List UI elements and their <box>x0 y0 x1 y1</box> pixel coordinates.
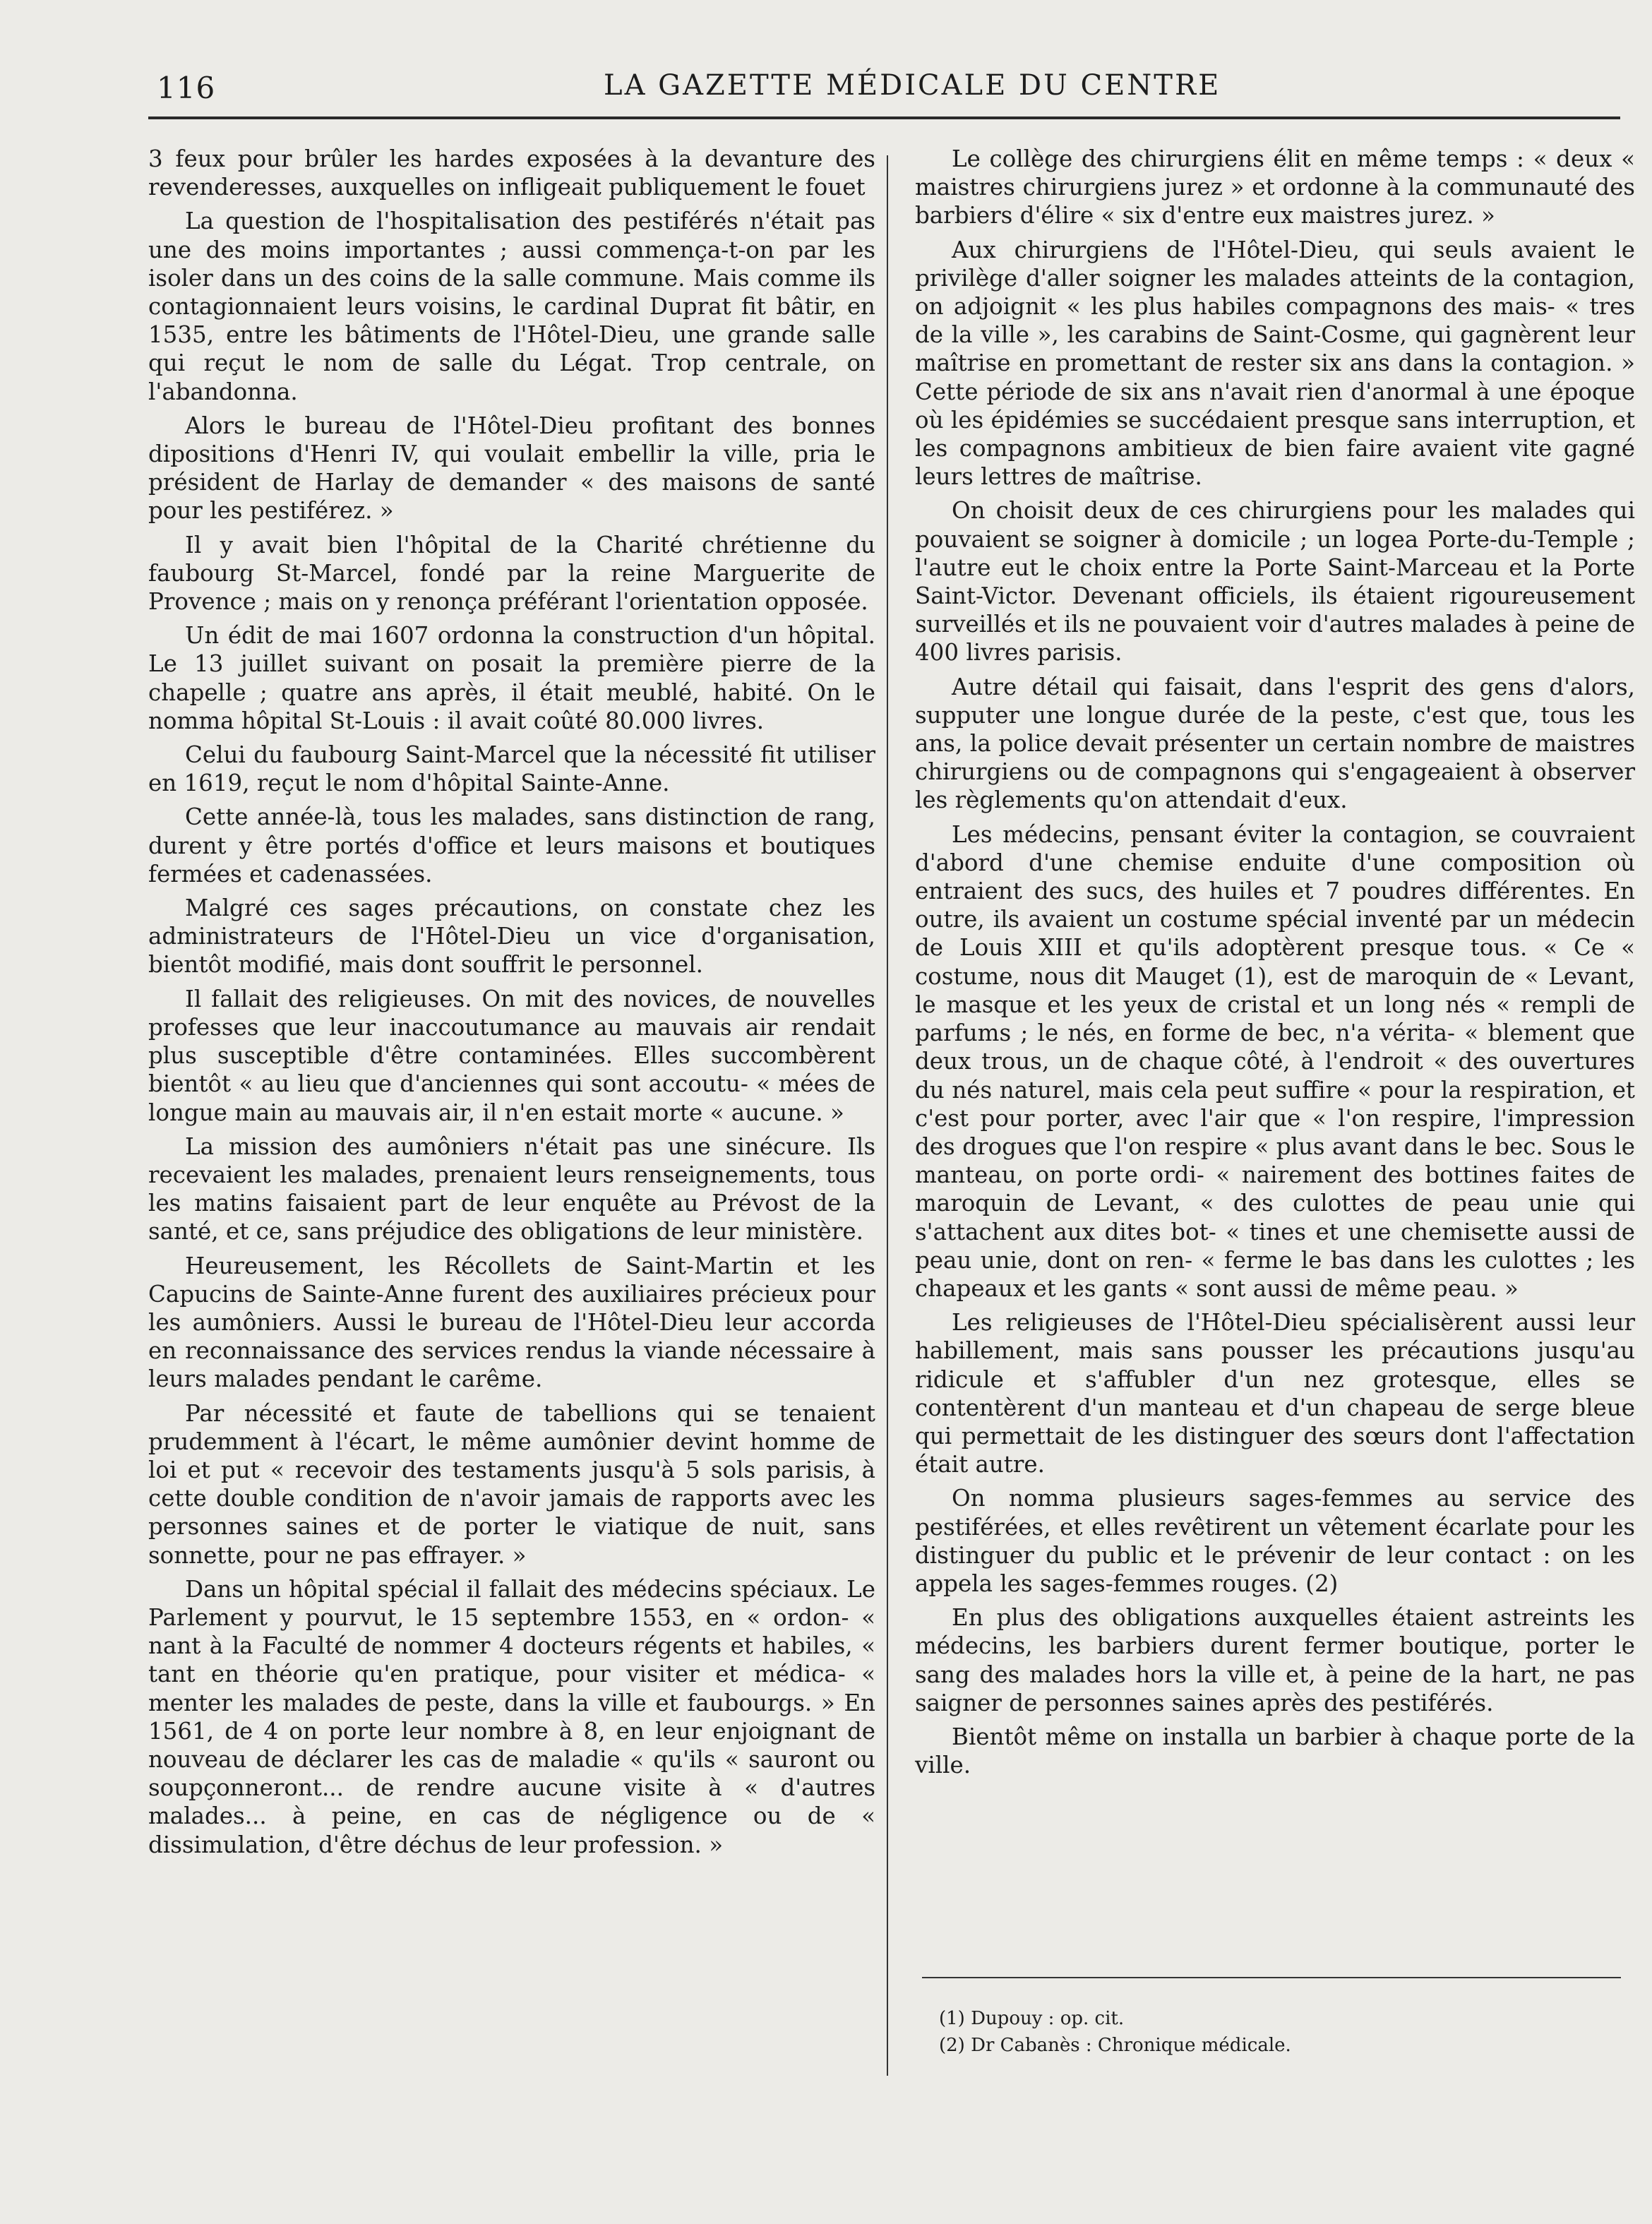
paragraph: Le collège des chirurgiens élit en même temps : « deux « maistres chirurgiens jurez » et ordonne à la communauté des barbiers d'élire « six d'entre eux maistres jurez. » <box>915 145 1635 229</box>
header-rule <box>148 116 1620 119</box>
paragraph: Malgré ces sages précautions, on constate chez les administrateurs de l'Hôtel-Dieu un vice d'organisation, bientôt modifié, mais dont souffrit le personnel. <box>148 895 875 979</box>
paragraph: La mission des aumôniers n'était pas une sinécure. Ils recevaient les malades, prenaient leurs renseignements, tous les matins faisaient part de leur enquête au Prévost de la santé, et ce, sans préjudice des obligations de leur ministère. <box>148 1132 875 1245</box>
paragraph: Un édit de mai 1607 ordonna la construction d'un hôpital. Le 13 juillet suivant on posait la première pierre de la chapelle ; quatre ans après, il était meublé, habité. On le nomma hôpital St-Louis : il avait coûté 80.000 livres. <box>148 622 875 734</box>
page-number: 116 <box>157 71 216 105</box>
paragraph: Cette année-là, tous les malades, sans distinction de rang, durent y être portés d'office et leurs maisons et boutiques fermées et cadenassées. <box>148 803 875 887</box>
footnote: (2) Dr Cabanès : Chronique médicale. <box>939 2035 1291 2056</box>
paragraph: Les religieuses de l'Hôtel-Dieu spécialisèrent aussi leur habillement, mais sans pousser les précautions jusqu'au ridicule et s'affubler d'un nez grotesque, elles se contentèrent d'un manteau et d'un chapeau de serge bleue qui permettait de les distinguer des sœurs dont l'affectation était autre. <box>915 1309 1635 1478</box>
paragraph: Il y avait bien l'hôpital de la Charité chrétienne du faubourg St-Marcel, fondé par la reine Marguerite de Provence ; mais on y renonça préférant l'orientation opposée. <box>148 531 875 616</box>
paragraph: Bientôt même on installa un barbier à chaque porte de la ville. <box>915 1723 1635 1779</box>
paragraph: Par nécessité et faute de tabellions qui se tenaient prudemment à l'écart, le même aumônier devint homme de loi et put « recevoir des testaments jusqu'à 5 sols parisis, à cette double condition de n'avoir jamais de rapports avec les personnes saines et de porter le viatique de nuit, sans sonnette, pour ne pas effrayer. » <box>148 1399 875 1569</box>
paragraph: On nomma plusieurs sages-femmes au service des pestiférées, et elles revêtirent un vêtement écarlate pour les distinguer du public et le prévenir de leur contact : on les appela les sages-femmes rouges. (2) <box>915 1485 1635 1597</box>
footnote-rule <box>922 1977 1621 1978</box>
paragraph: On choisit deux de ces chirurgiens pour les malades qui pouvaient se soigner à domicile ; un logea Porte-du-Temple ; l'autre eut le choix entre la Porte Saint-Marceau et la Porte Saint-Victor. Devenant officiels, ils étaient rigoureusement surveillés et ils ne pouvaient voir d'autres malades à peine de 400 livres parisis. <box>915 497 1635 666</box>
paragraph: Heureusement, les Récollets de Saint-Martin et les Capucins de Sainte-Anne furent des auxiliaires précieux pour les aumôniers. Aussi le bureau de l'Hôtel-Dieu leur accorda en reconnaissance des services rendus la viande nécessaire à leurs malades pendant le carême. <box>148 1252 875 1393</box>
footnotes <box>939 2005 1617 2059</box>
left-column <box>148 145 875 1865</box>
column-divider <box>887 155 888 2076</box>
running-title: LA GAZETTE MÉDICALE DU CENTRE <box>604 69 1221 102</box>
paragraph: En plus des obligations auxquelles étaient astreints les médecins, les barbiers durent fermer boutique, porter le sang des malades hors la ville et, à peine de la hart, ne pas saigner de personnes saines après des pestiférés. <box>915 1604 1635 1716</box>
paragraph: Les médecins, pensant éviter la contagion, se couvraient d'abord d'une chemise enduite d'une composition où entraient des sucs, des huiles et 7 poudres différentes. En outre, ils avaient un costume spécial inventé par un médecin de Louis XIII et qu'ils adoptèrent presque tous. « Ce « costume, nous dit Mauget (1), est de maroquin de « Levant, le masque et les yeux de cristal et un long nés « rempli de parfums ; le nés, en forme de bec, n'a vérita- « blement que deux trous, un de chaque côté, à l'endroit « des ouvertures du nés naturel, mais cela peut suffire « pour la respiration, et c'est pour porter, avec l'air que « l'on respire, l'impression des drogues que l'on respire « plus avant dans le bec. Sous le manteau, on porte ordi- « nairement des bottines faites de maroquin de Levant, « des culottes de peau unie qui s'attachent aux dites bot- « tines et une chemisette aussi de peau unie, dont on ren- « ferme le bas dans les culottes ; les chapeaux et les gants « sont aussi de même peau. » <box>915 820 1635 1302</box>
paragraph: Alors le bureau de l'Hôtel-Dieu profitant des bonnes dipositions d'Henri IV, qui voulait embellir la ville, pria le président de Harlay de demander « des maisons de santé pour les pestiférez. » <box>148 412 875 525</box>
paragraph: Il fallait des religieuses. On mit des novices, de nouvelles professes que leur inaccoutumance au mauvais air rendait plus susceptible d'être contaminées. Elles succombèrent bientôt « au lieu que d'anciennes qui sont accoutu- « mées de longue main au mauvais air, il n'en estait morte « aucune. » <box>148 985 875 1126</box>
paragraph: Celui du faubourg Saint-Marcel que la nécessité fit utiliser en 1619, reçut le nom d'hôpital Sainte-Anne. <box>148 741 875 797</box>
footnote: (1) Dupouy : op. cit. <box>939 2008 1125 2029</box>
paragraph: Aux chirurgiens de l'Hôtel-Dieu, qui seuls avaient le privilège d'aller soigner les malades atteints de la contagion, on adjoignit « les plus habiles compagnons des mais- « tres de la ville », les carabins de Saint-Cosme, qui gagnèrent leur maîtrise en promettant de rester six ans dans la contagion. » Cette période de six ans n'avait rien d'anormal à une époque où les épidémies se succédaient presque sans interruption, et les compagnons ambitieux de bien faire avaient vite gagné leurs lettres de maîtrise. <box>915 236 1635 491</box>
paragraph: Autre détail qui faisait, dans l'esprit des gens d'alors, supputer une longue durée de la peste, c'est que, tous les ans, la police devait présenter un certain nombre de maistres chirurgiens ou de compagnons qui s'engageaient à observer les règlements qu'on attendait d'eux. <box>915 673 1635 814</box>
paragraph: La question de l'hospitalisation des pestiférés n'était pas une des moins importantes ; aussi commença-t-on par les isoler dans un des coins de la salle commune. Mais comme ils contagionnaient leurs voisins, le cardinal Duprat fit bâtir, en 1535, entre les bâtiments de l'Hôtel-Dieu, une grande salle qui reçut le nom de salle du Légat. Trop centrale, on l'abandonna. <box>148 208 875 405</box>
paragraph: Dans un hôpital spécial il fallait des médecins spéciaux. Le Parlement y pourvut, le 15 septembre 1553, en « ordon- « nant à la Faculté de nommer 4 docteurs régents et habiles, « tant en théorie qu'en pratique, pour visiter et médica- « menter les malades de peste, dans la ville et faubourgs. » En 1561, de 4 on porte leur nombre à 8, en leur enjoignant de nouveau de déclarer les cas de maladie « qu'ils « sauront ou soupçonneront... de rendre aucune visite à « d'autres malades... à peine, en cas de négligence ou de « dissimulation, d'être déchus de leur profession. » <box>148 1575 875 1858</box>
right-column <box>915 145 1635 1785</box>
paragraph: 3 feux pour brûler les hardes exposées à la devanture des revenderesses, auxquelles on infligeait publiquement le fouet <box>148 145 875 201</box>
